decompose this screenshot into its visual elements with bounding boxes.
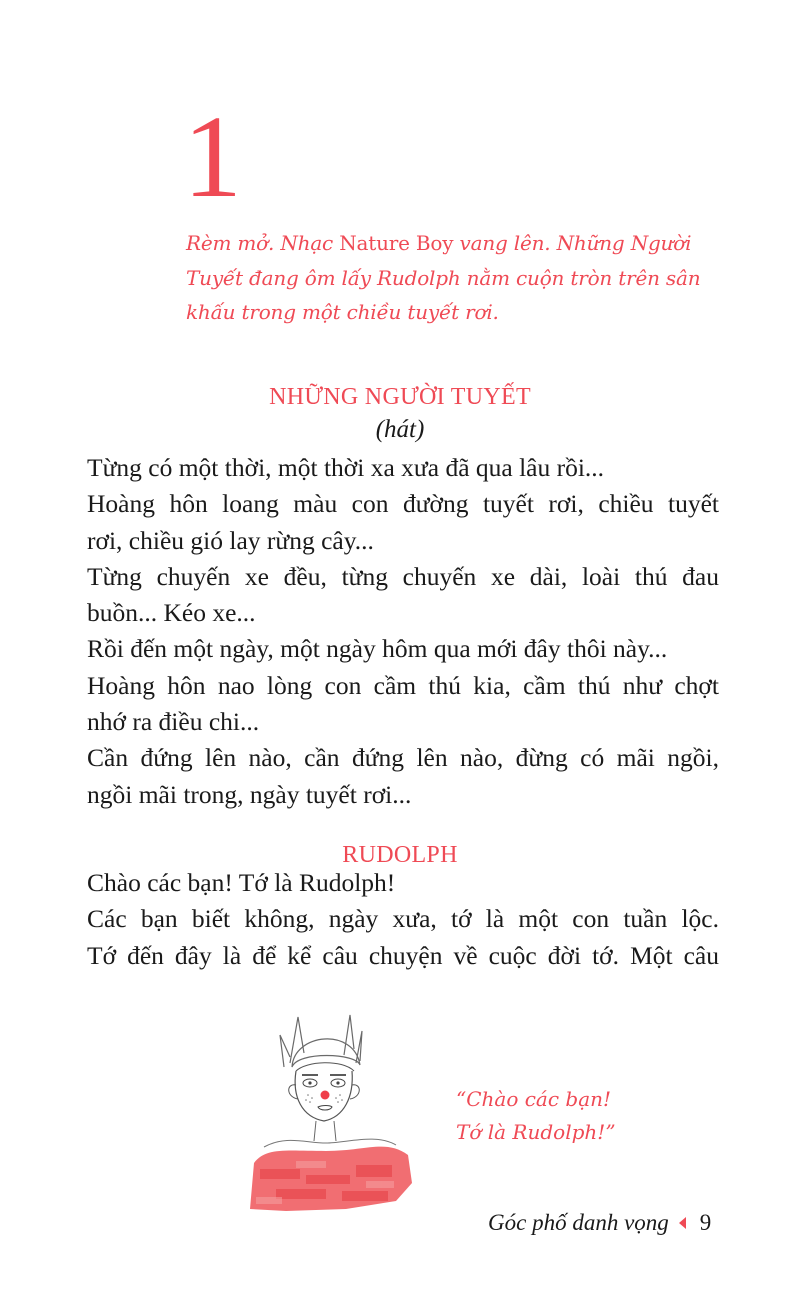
lyric-line: Rồi đến một ngày, một ngày hôm qua mới đây thôi này... — [87, 634, 668, 664]
rudolph-illustration — [246, 1005, 416, 1213]
caption-line: “Chào các bạn! — [456, 1087, 612, 1111]
lyric-line: Từng chuyến xe đều, từng chuyến xe dài, loài thú đau — [87, 561, 719, 591]
lyric-line: ngồi mãi trong, ngày tuyết rơi... — [87, 779, 412, 809]
lyric-line: Hoàng hôn loang màu con đường tuyết rơi, chiều tuyết — [87, 489, 719, 519]
rudolph-dialogue — [87, 865, 719, 974]
triangle-marker-icon — [679, 1217, 686, 1229]
dialogue-line: Chào các bạn! Tớ là Rudolph! — [87, 868, 396, 897]
rudolph-sketch-icon — [246, 1005, 416, 1213]
stage-direction-part2: vang lên. Những Người Tuyết đang ôm lấy Rudolph nằm cuộn tròn trên sân khấu trong một chiều tuyết rơi. — [186, 231, 701, 324]
song-lyrics — [87, 450, 719, 813]
page-number: 9 — [699, 1210, 712, 1235]
speaker-heading-snowmen — [0, 384, 800, 411]
speaker-heading-rudolph: RUDOLPH — [342, 842, 458, 868]
lyric-line: buồn... Kéo xe... — [87, 598, 256, 628]
lyric-line: Cần đứng lên nào, cần đứng lên nào, đừng có mãi ngồi, — [87, 743, 719, 773]
lyric-line: nhớ ra điều chi... — [87, 707, 260, 737]
dialogue-line: Các bạn biết không, ngày xưa, tớ là một con tuần lộc. — [87, 904, 719, 934]
stage-direction-part1: Rèm mở. Nhạc — [186, 231, 340, 255]
song-title: Nature Boy — [339, 231, 454, 255]
chapter-number: 1 — [183, 91, 242, 222]
page-footer — [488, 1210, 711, 1236]
dialogue-line: Tớ đến đây là để kể câu chuyện về cuộc đời tớ. Một câu — [87, 940, 719, 970]
stage-direction — [186, 226, 726, 330]
lyric-line: Từng có một thời, một thời xa xưa đã qua lâu rồi... — [87, 453, 605, 482]
lyric-line: rơi, chiều gió lay rừng cây... — [87, 525, 374, 555]
speaker-name: NHỮNG NGƯỜI TUYẾT — [269, 384, 531, 410]
running-title: Góc phố danh vọng — [488, 1210, 669, 1235]
performance-direction: (hát) — [375, 416, 425, 443]
illustration-caption — [456, 1083, 616, 1149]
caption-line: Tớ là Rudolph!” — [456, 1120, 616, 1144]
lyric-line: Hoàng hôn nao lòng con cầm thú kia, cầm thú như chợt — [87, 670, 719, 700]
